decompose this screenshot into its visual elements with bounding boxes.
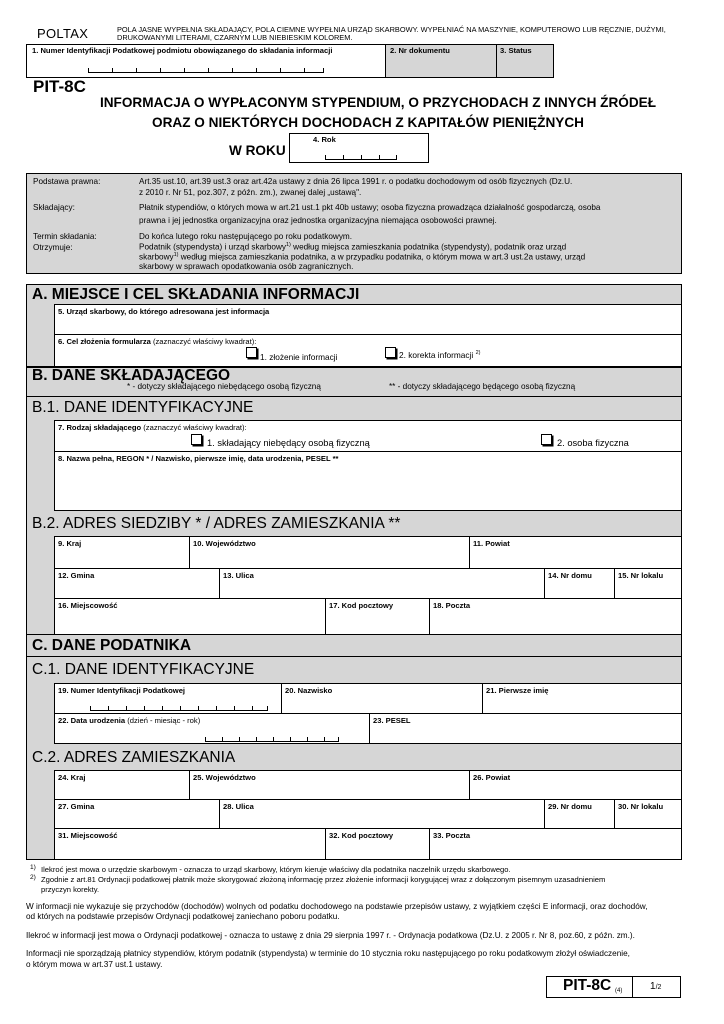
form-title-line1: INFORMACJA O WYPŁACONYM STYPENDIUM, O PRZYCHODACH Z INNYCH ŹRÓDEŁ (99, 95, 657, 110)
field-15-label: 15. Nr lokalu (618, 571, 664, 580)
section-b2-title: B.2. ADRES SIEDZIBY * / ADRES ZAMIESZKANIA ** (32, 515, 401, 532)
field-18-label: 18. Poczta (433, 601, 471, 610)
field-13-label: 13. Ulica (223, 571, 254, 580)
legal-otrzymuje-line1-a: Podatnik (stypendysta) i urząd skarbowy (139, 242, 286, 252)
field-22-label (58, 716, 200, 725)
field-22-label-text: 22. Data urodzenia (58, 716, 126, 725)
field-21-label: 21. Pierwsze imię (486, 686, 549, 695)
field-24-label: 24. Kraj (58, 773, 86, 782)
footnote-ref-1b: 1) (173, 252, 179, 258)
legal-otrzymuje-line2 (139, 252, 585, 262)
field-28-street[interactable] (219, 799, 545, 829)
legal-skladajacy-label: Składający: (33, 203, 75, 212)
info-p3-line1: Informacji nie sporządzają płatnicy stypendiów, którym podatnik (stypendysta) w terminie do 10 stycznia roku następującego po roku podatkowym złożył oświadczenie, (26, 949, 630, 959)
section-b1-divider (26, 396, 682, 397)
field-22-digit-guides (205, 737, 339, 742)
field-13-street[interactable] (219, 568, 545, 599)
checkbox-zlozenie-informacji[interactable] (246, 347, 257, 358)
legal-podstawa-line2: z 2010 r. Nr 51, poz.307, z późn. zm.), zwanej dalej „ustawą". (139, 188, 362, 197)
field-11-label: 11. Powiat (473, 539, 510, 548)
brand-poltax: POLTAX (37, 26, 89, 41)
info-p1-line2: od których na podstawie przepisów Ordynacji podatkowej zaniechano poboru podatku. (26, 912, 340, 922)
field-20-label: 20. Nazwisko (285, 686, 333, 695)
legal-otrzymuje-label: Otrzymuje: (33, 243, 73, 252)
field-25-label: 25. Województwo (193, 773, 256, 782)
footnote-2-line1: Zgodnie z art.81 Ordynacji podatkowej płatnik może skorygować złożoną informację przez złożenie informacji korygującej wraz z dołączonym pisemnym uzasadnieniem (41, 875, 606, 884)
field-2-label: 2. Nr dokumentu (390, 46, 450, 55)
field-23-label: 23. PESEL (373, 716, 411, 725)
field-32-label: 32. Kod pocztowy (329, 831, 394, 840)
info-p1-line1: W informacji nie wykazuje się przychodów (dochodów) wolnych od podatku dochodowego na podstawie przepisów ustawy, z wyjątkiem części E informacji, oraz dochodów, (26, 902, 648, 911)
footnote-1: Ilekroć jest mowa o urzędzie skarbowym - oznacza to urząd skarbowy, którym kieruje właściwy dla podatnika naczelnik urzędu skarbowego. (41, 865, 511, 874)
option-skladajacy-niebedacy-osoba-label: 1. składający niebędący osobą fizyczną (207, 438, 370, 448)
field-4-digit-guides (325, 155, 397, 160)
field-1-label: 1. Numer Identyfikacji Podatkowej podmiotu obowiązanego do składania informacji (32, 46, 333, 55)
section-c1-title: C.1. DANE IDENTYFIKACYJNE (32, 661, 255, 678)
section-b-note-2: ** - dotyczy składającego będącego osobą fizyczną (389, 382, 576, 391)
field-6-label (58, 337, 256, 346)
section-c2-title: C.2. ADRES ZAMIESZKANIA (32, 749, 236, 766)
option-korekta-informacji-label (399, 350, 480, 360)
section-a-title: A. MIEJSCE I CEL SKŁADANIA INFORMACJI (32, 286, 360, 303)
legal-podstawa-line1: Art.35 ust.10, art.39 ust.3 oraz art.42a ustawy z dnia 26 lipca 1991 r. o podatku dochodowym od osób fizycznych (Dz.U. (139, 177, 573, 186)
header-instructions: POLA JASNE WYPEŁNIA SKŁADAJĄCY, POLA CIEMNE WYPEŁNIA URZĄD SKARBOWY. WYPEŁNIAĆ NA MASZYNIE, KOMPUTEROWO LUB RĘCZNIE, DUŻYMI, DRUKOWANYMI LITERAMI, CZARNYM LUB NIEBIESKIM KOLOREM. (117, 25, 666, 43)
section-b-title: B. DANE SKŁADAJĄCEGO (32, 367, 231, 384)
checkbox-osoba-fizyczna[interactable] (541, 434, 552, 445)
checkbox-skladajacy-niebedacy-osoba[interactable] (191, 434, 202, 445)
footer-form-code: PIT-8C (563, 977, 612, 994)
legal-otrzymuje-line2-a: skarbowy (139, 252, 174, 262)
legal-termin-label: Termin składania: (33, 232, 97, 241)
footnote-ref-1: 1) (286, 242, 291, 248)
form-code: PIT-8C (33, 77, 86, 96)
footer-page-number (650, 981, 661, 992)
option-korekta-text: 2. korekta informacji (399, 350, 474, 360)
field-6-hint: (zaznaczyć właściwy kwadrat): (152, 337, 257, 346)
field-6-label-text: 6. Cel złożenia formularza (58, 337, 151, 346)
field-7-hint: (zaznaczyć właściwy kwadrat): (143, 423, 247, 432)
field-22-hint: (dzień - miesiąc - rok) (127, 716, 201, 725)
field-1-digit-guides (88, 68, 324, 73)
checkbox-korekta-informacji[interactable] (385, 347, 396, 358)
footnote-2-line2: przyczyn korekty. (41, 885, 100, 894)
section-c-title: C. DANE PODATNIKA (32, 637, 192, 654)
footer-page-total: /2 (655, 984, 662, 991)
field-30-label: 30. Nr lokalu (618, 802, 664, 811)
field-14-label: 14. Nr domu (548, 571, 592, 580)
field-5-label: 5. Urząd skarbowy, do którego adresowana jest informacja (58, 307, 270, 316)
year-label: W ROKU (229, 143, 286, 158)
field-28-label: 28. Ulica (223, 802, 254, 811)
field-4-label: 4. Rok (313, 135, 336, 144)
legal-termin-text: Do końca lutego roku następującego po roku podatkowym. (139, 232, 353, 241)
field-26-label: 26. Powiat (473, 773, 511, 782)
legal-otrzymuje-line1 (139, 242, 566, 252)
option-osoba-fizyczna-label: 2. osoba fizyczna (557, 438, 629, 448)
field-12-label: 12. Gmina (58, 571, 95, 580)
field-27-label: 27. Gmina (58, 802, 95, 811)
legal-skladajacy-line1: Płatnik stypendiów, o których mowa w art.21 ust.1 pkt 40b ustawy; osoba fizyczna prowadząca działalność gospodarczą, osoba (139, 203, 601, 212)
footer-version: (4) (615, 988, 623, 994)
field-23-pesel[interactable] (369, 713, 682, 744)
field-19-digit-guides (90, 706, 268, 711)
option-zlozenie-informacji-label: 1. złożenie informacji (260, 352, 338, 362)
legal-skladajacy-line2: prawna i jej jednostka organizacyjna oraz jednostka organizacyjna niemająca osobowości prawnej. (139, 216, 497, 225)
section-c1-divider (26, 656, 682, 657)
section-b1-title: B.1. DANE IDENTYFIKACYJNE (32, 399, 254, 416)
field-7-label-text: 7. Rodzaj składającego (58, 423, 142, 432)
footer-divider (632, 976, 633, 998)
footnote-ref-2: 2) (475, 350, 481, 357)
footnote-1-mark: 1) (30, 864, 36, 871)
section-b-note-1: * - dotyczy składającego niebędącego osobą fizyczną (127, 382, 321, 391)
field-9-label: 9. Kraj (58, 539, 82, 548)
field-33-label: 33. Poczta (433, 831, 471, 840)
legal-otrzymuje-line1-b: według miejsca zamieszkania podatnika (stypendysty), podatnik oraz urząd (290, 242, 567, 252)
field-7-label (58, 423, 247, 432)
info-p3-line2: o którym mowa w art.37 ust.1 ustawy. (26, 959, 163, 969)
footnote-2-mark: 2) (30, 874, 36, 881)
field-16-label: 16. Miejscowość (58, 601, 118, 610)
field-10-label: 10. Województwo (193, 539, 256, 548)
legal-podstawa-label: Podstawa prawna: (33, 177, 101, 186)
footer-page-current: 1 (650, 981, 656, 992)
field-8-label: 8. Nazwa pełna, REGON * / Nazwisko, pierwsze imię, data urodzenia, PESEL ** (58, 454, 339, 463)
field-3-label: 3. Status (500, 46, 532, 55)
legal-otrzymuje-line3: skarbowy w sprawach opodatkowania osób zagranicznych. (139, 262, 354, 271)
field-29-label: 29. Nr domu (548, 802, 592, 811)
info-block (26, 902, 682, 970)
info-p2: Ilekroć w informacji jest mowa o Ordynacji podatkowej - oznacza to ustawę z dnia 29 sierpnia 1997 r. - Ordynacja podatkowa (Dz.U. z 2005 r. Nr 8, poz.60, z późn. zm.). (26, 930, 635, 940)
form-title-line2: ORAZ O NIEKTÓRYCH DOCHODACH Z KAPITAŁÓW PIENIĘŻNYCH (152, 115, 584, 130)
legal-otrzymuje-line2-b: według miejsca zamieszkania podatnika, a w przypadku podatnika, o którym mowa w art.3 ust.2a ustawy, urząd (178, 252, 586, 262)
field-19-label: 19. Numer Identyfikacji Podatkowej (58, 686, 186, 695)
field-17-label: 17. Kod pocztowy (329, 601, 394, 610)
field-31-label: 31. Miejscowość (58, 831, 118, 840)
